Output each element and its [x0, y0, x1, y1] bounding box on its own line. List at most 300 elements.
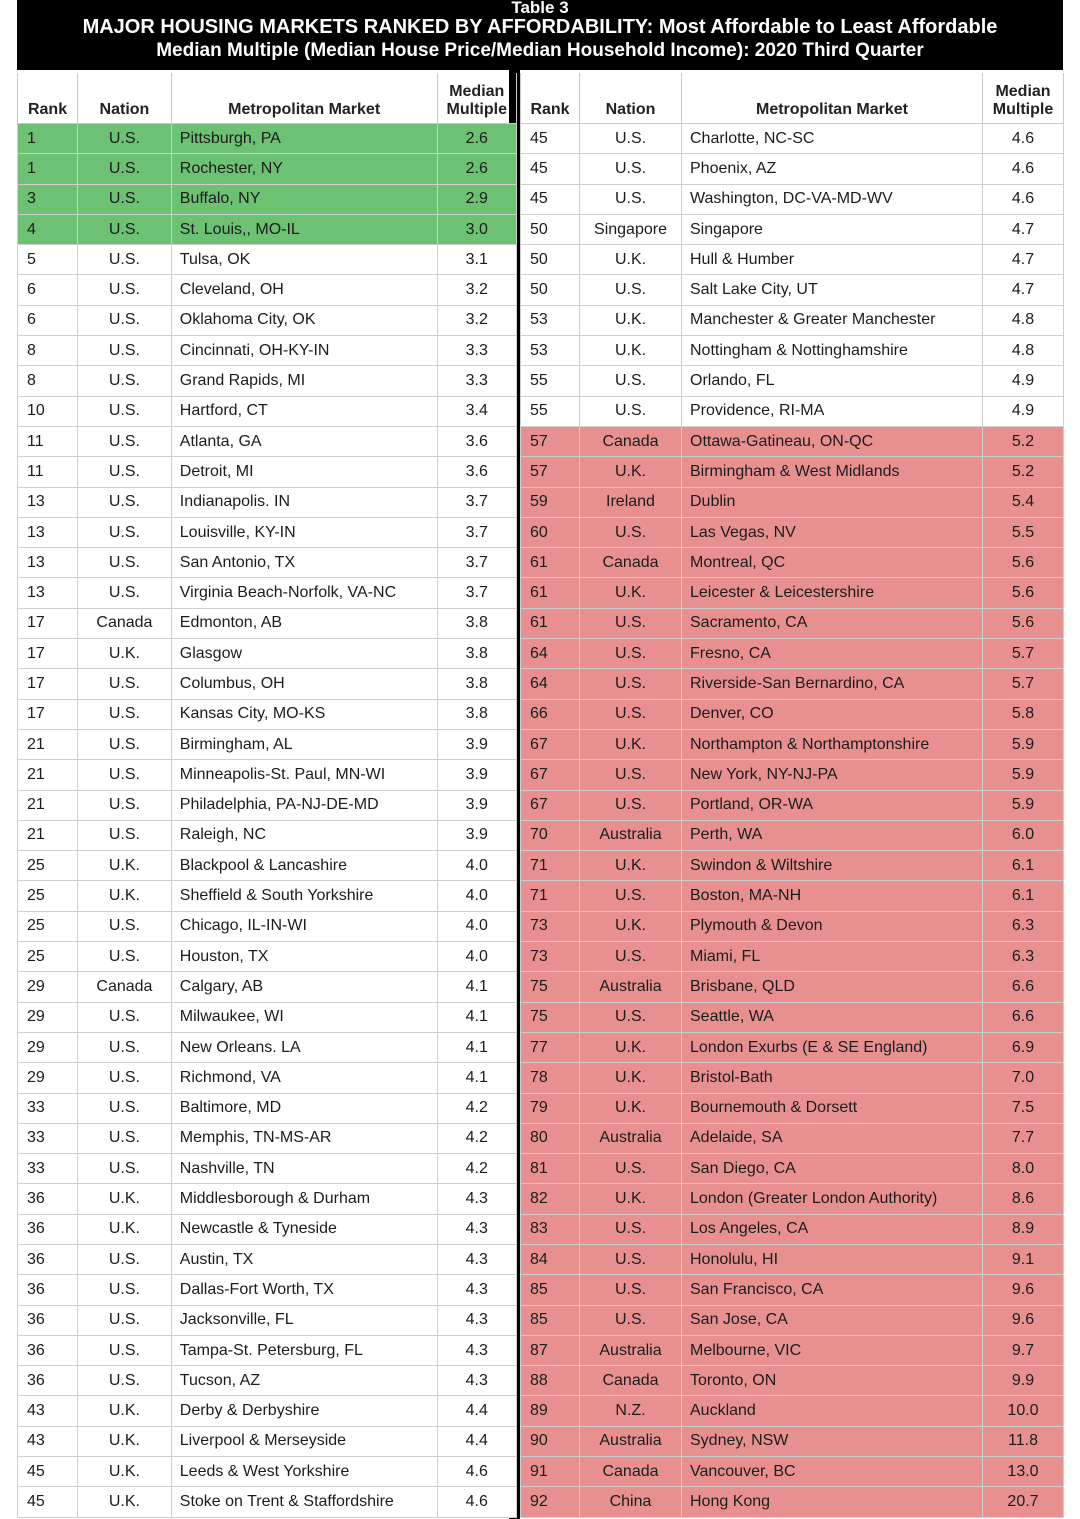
- market-cell: Montreal, QC: [682, 548, 983, 578]
- multiple-cell: 3.6: [437, 426, 516, 456]
- nation-cell: Ireland: [580, 487, 682, 517]
- rank-cell: 29: [18, 1032, 78, 1062]
- rank-cell: 55: [521, 366, 580, 396]
- nation-cell: U.K.: [580, 1093, 682, 1123]
- table-row: [18, 881, 517, 911]
- market-cell: Seattle, WA: [682, 1002, 983, 1032]
- nation-cell: U.S.: [580, 275, 682, 305]
- multiple-cell: 6.9: [983, 1032, 1064, 1062]
- nation-cell: U.S.: [580, 1244, 682, 1274]
- table-row: [521, 184, 1064, 214]
- multiple-cell: 4.7: [983, 275, 1064, 305]
- market-cell: Grand Rapids, MI: [171, 366, 437, 396]
- market-cell: Cincinnati, OH-KY-IN: [171, 336, 437, 366]
- nation-cell: U.S.: [580, 1275, 682, 1305]
- multiple-cell: 3.8: [437, 669, 516, 699]
- rank-cell: 36: [18, 1244, 78, 1274]
- table-row: [18, 305, 517, 335]
- rank-cell: 89: [521, 1396, 580, 1426]
- nation-cell: Canada: [580, 1366, 682, 1396]
- rank-cell: 45: [18, 1487, 78, 1517]
- rank-header: Rank: [521, 73, 580, 124]
- nation-cell: Australia: [580, 1426, 682, 1456]
- rank-cell: 11: [18, 457, 78, 487]
- table-row: [521, 881, 1064, 911]
- nation-cell: U.S.: [78, 1275, 172, 1305]
- market-cell: Honolulu, HI: [682, 1244, 983, 1274]
- table-row: [521, 1487, 1064, 1517]
- nation-cell: U.S.: [78, 942, 172, 972]
- rank-cell: 55: [521, 396, 580, 426]
- multiple-cell: 4.0: [437, 942, 516, 972]
- rank-cell: 83: [521, 1214, 580, 1244]
- right-header-row: [521, 73, 1064, 124]
- rank-cell: 84: [521, 1244, 580, 1274]
- nation-cell: U.S.: [78, 275, 172, 305]
- rank-cell: 36: [18, 1305, 78, 1335]
- table-row: [18, 972, 517, 1002]
- multiple-cell: 3.2: [437, 305, 516, 335]
- market-cell: Hartford, CT: [171, 396, 437, 426]
- multiple-cell: 3.9: [437, 790, 516, 820]
- nation-cell: U.S.: [580, 124, 682, 154]
- nation-cell: U.K.: [580, 729, 682, 759]
- rank-cell: 25: [18, 881, 78, 911]
- table-subtitle: Median Multiple (Median House Price/Median Household Income): 2020 Third Quarter: [156, 40, 924, 61]
- market-cell: Jacksonville, FL: [171, 1305, 437, 1335]
- multiple-cell: 3.8: [437, 639, 516, 669]
- table-row: [18, 426, 517, 456]
- table-row: [18, 1244, 517, 1274]
- nation-cell: U.S.: [78, 669, 172, 699]
- market-cell: Sacramento, CA: [682, 608, 983, 638]
- multiple-cell: 6.0: [983, 820, 1064, 850]
- multiple-cell: 3.8: [437, 608, 516, 638]
- rank-cell: 45: [521, 124, 580, 154]
- market-cell: Hull & Humber: [682, 245, 983, 275]
- multiple-cell: 3.9: [437, 729, 516, 759]
- table-row: [521, 1214, 1064, 1244]
- market-cell: Singapore: [682, 214, 983, 244]
- multiple-cell: 4.8: [983, 305, 1064, 335]
- multiple-cell: 4.2: [437, 1154, 516, 1184]
- market-cell: Baltimore, MD: [171, 1093, 437, 1123]
- nation-cell: U.S.: [78, 1335, 172, 1365]
- nation-cell: U.K.: [78, 1214, 172, 1244]
- table-row: [18, 184, 517, 214]
- market-cell: Fresno, CA: [682, 639, 983, 669]
- nation-cell: U.K.: [580, 336, 682, 366]
- market-cell: Raleigh, NC: [171, 820, 437, 850]
- market-cell: Washington, DC-VA-MD-WV: [682, 184, 983, 214]
- market-cell: Glasgow: [171, 639, 437, 669]
- nation-cell: U.S.: [580, 366, 682, 396]
- multiple-cell: 2.9: [437, 184, 516, 214]
- nation-cell: U.S.: [78, 1002, 172, 1032]
- rank-cell: 67: [521, 729, 580, 759]
- multiple-cell: 4.7: [983, 245, 1064, 275]
- market-cell: Vancouver, BC: [682, 1457, 983, 1487]
- rank-cell: 71: [521, 881, 580, 911]
- rank-cell: 3: [18, 184, 78, 214]
- nation-cell: Canada: [580, 426, 682, 456]
- nation-cell: Canada: [78, 608, 172, 638]
- table-row: [18, 1063, 517, 1093]
- table-row: [521, 426, 1064, 456]
- nation-cell: U.S.: [580, 1305, 682, 1335]
- multiple-cell: 2.6: [437, 124, 516, 154]
- rank-cell: 29: [18, 972, 78, 1002]
- market-cell: Columbus, OH: [171, 669, 437, 699]
- rank-cell: 43: [18, 1426, 78, 1456]
- affordability-table-page: [17, 0, 1063, 1519]
- table-row: [521, 1366, 1064, 1396]
- table-title: MAJOR HOUSING MARKETS RANKED BY AFFORDABILITY: Most Affordable to Least Affordable: [82, 16, 998, 38]
- rank-cell: 82: [521, 1184, 580, 1214]
- multiple-cell: 3.7: [437, 548, 516, 578]
- rank-cell: 75: [521, 1002, 580, 1032]
- multiple-cell: 4.3: [437, 1275, 516, 1305]
- market-cell: Las Vegas, NV: [682, 517, 983, 547]
- rank-cell: 91: [521, 1457, 580, 1487]
- rank-cell: 85: [521, 1305, 580, 1335]
- multiple-cell: 4.9: [983, 366, 1064, 396]
- market-cell: Sheffield & South Yorkshire: [171, 881, 437, 911]
- market-cell: Salt Lake City, UT: [682, 275, 983, 305]
- market-cell: London (Greater London Authority): [682, 1184, 983, 1214]
- table-title-banner: [17, 0, 1063, 70]
- table-row: [18, 366, 517, 396]
- multiple-cell: 4.3: [437, 1366, 516, 1396]
- market-cell: Tucson, AZ: [171, 1366, 437, 1396]
- rank-cell: 36: [18, 1214, 78, 1244]
- rank-cell: 45: [521, 154, 580, 184]
- table-row: [521, 214, 1064, 244]
- nation-cell: U.K.: [580, 1032, 682, 1062]
- nation-cell: U.S.: [78, 760, 172, 790]
- market-cell: Milwaukee, WI: [171, 1002, 437, 1032]
- market-cell: Derby & Derbyshire: [171, 1396, 437, 1426]
- multiple-cell: 5.9: [983, 790, 1064, 820]
- rank-cell: 13: [18, 487, 78, 517]
- table-row: [18, 1214, 517, 1244]
- market-header: Metropolitan Market: [682, 73, 983, 124]
- market-cell: Dallas-Fort Worth, TX: [171, 1275, 437, 1305]
- multiple-cell: 4.9: [983, 396, 1064, 426]
- rank-cell: 11: [18, 426, 78, 456]
- right-ranking-table: [520, 73, 1064, 1518]
- nation-cell: U.S.: [78, 487, 172, 517]
- market-cell: New York, NY-NJ-PA: [682, 760, 983, 790]
- market-cell: Detroit, MI: [171, 457, 437, 487]
- rank-cell: 13: [18, 517, 78, 547]
- table-row: [18, 942, 517, 972]
- multiple-cell: 4.0: [437, 911, 516, 941]
- rank-cell: 33: [18, 1093, 78, 1123]
- table-row: [521, 1457, 1064, 1487]
- market-cell: San Francisco, CA: [682, 1275, 983, 1305]
- nation-cell: U.K.: [580, 578, 682, 608]
- multiple-cell: 10.0: [983, 1396, 1064, 1426]
- market-cell: Phoenix, AZ: [682, 154, 983, 184]
- multiple-cell: 3.1: [437, 245, 516, 275]
- market-cell: Middlesborough & Durham: [171, 1184, 437, 1214]
- right-table-half: [520, 73, 1063, 1518]
- market-cell: Providence, RI-MA: [682, 396, 983, 426]
- rank-cell: 17: [18, 608, 78, 638]
- multiple-cell: 3.6: [437, 457, 516, 487]
- multiple-cell: 5.2: [983, 426, 1064, 456]
- nation-cell: Australia: [580, 1123, 682, 1153]
- market-cell: Brisbane, QLD: [682, 972, 983, 1002]
- table-row: [521, 942, 1064, 972]
- market-cell: Miami, FL: [682, 942, 983, 972]
- market-cell: Edmonton, AB: [171, 608, 437, 638]
- multiple-cell: 4.6: [983, 184, 1064, 214]
- market-cell: Hong Kong: [682, 1487, 983, 1517]
- market-cell: Richmond, VA: [171, 1063, 437, 1093]
- nation-cell: U.S.: [78, 729, 172, 759]
- market-cell: London Exurbs (E & SE England): [682, 1032, 983, 1062]
- market-cell: Kansas City, MO-KS: [171, 699, 437, 729]
- rank-cell: 25: [18, 911, 78, 941]
- market-cell: Auckland: [682, 1396, 983, 1426]
- nation-cell: U.S.: [580, 184, 682, 214]
- multiple-cell: 7.0: [983, 1063, 1064, 1093]
- multiple-cell: 4.4: [437, 1396, 516, 1426]
- left-table-body: [18, 124, 517, 1518]
- market-cell: Plymouth & Devon: [682, 911, 983, 941]
- nation-cell: U.S.: [78, 184, 172, 214]
- nation-cell: U.S.: [78, 548, 172, 578]
- multiple-cell: 4.1: [437, 1063, 516, 1093]
- table-row: [18, 1002, 517, 1032]
- rank-cell: 80: [521, 1123, 580, 1153]
- table-row: [18, 820, 517, 850]
- nation-cell: U.S.: [78, 699, 172, 729]
- nation-cell: U.S.: [580, 881, 682, 911]
- table-row: [18, 517, 517, 547]
- multiple-cell: 9.6: [983, 1275, 1064, 1305]
- multiple-cell: 5.2: [983, 457, 1064, 487]
- market-cell: Austin, TX: [171, 1244, 437, 1274]
- multiple-cell: 4.6: [983, 154, 1064, 184]
- market-cell: Chicago, IL-IN-WI: [171, 911, 437, 941]
- market-cell: Sydney, NSW: [682, 1426, 983, 1456]
- nation-cell: U.K.: [580, 851, 682, 881]
- market-cell: Tulsa, OK: [171, 245, 437, 275]
- market-cell: San Jose, CA: [682, 1305, 983, 1335]
- rank-cell: 36: [18, 1366, 78, 1396]
- nation-cell: U.S.: [78, 820, 172, 850]
- rank-cell: 29: [18, 1002, 78, 1032]
- rank-cell: 87: [521, 1335, 580, 1365]
- nation-cell: Australia: [580, 820, 682, 850]
- table-row: [521, 1244, 1064, 1274]
- nation-cell: U.S.: [78, 578, 172, 608]
- table-row: [18, 1305, 517, 1335]
- table-row: [521, 578, 1064, 608]
- market-cell: Houston, TX: [171, 942, 437, 972]
- table-row: [18, 124, 517, 154]
- market-cell: Cleveland, OH: [171, 275, 437, 305]
- table-row: [521, 1063, 1064, 1093]
- table-row: [521, 1184, 1064, 1214]
- multiple-cell: 3.9: [437, 760, 516, 790]
- rank-cell: 71: [521, 851, 580, 881]
- rank-cell: 64: [521, 669, 580, 699]
- table-row: [521, 457, 1064, 487]
- rank-cell: 67: [521, 760, 580, 790]
- multiple-cell: 13.0: [983, 1457, 1064, 1487]
- market-cell: Virginia Beach-Norfolk, VA-NC: [171, 578, 437, 608]
- table-row: [18, 729, 517, 759]
- market-cell: Philadelphia, PA-NJ-DE-MD: [171, 790, 437, 820]
- nation-cell: Canada: [580, 548, 682, 578]
- table-row: [521, 1396, 1064, 1426]
- market-cell: Portland, OR-WA: [682, 790, 983, 820]
- rank-cell: 21: [18, 790, 78, 820]
- rank-cell: 5: [18, 245, 78, 275]
- multiple-cell: 6.6: [983, 1002, 1064, 1032]
- rank-cell: 1: [18, 154, 78, 184]
- multiple-cell: 6.1: [983, 881, 1064, 911]
- multiple-cell: 3.7: [437, 487, 516, 517]
- market-cell: Oklahoma City, OK: [171, 305, 437, 335]
- rank-cell: 50: [521, 214, 580, 244]
- left-ranking-table: [17, 73, 517, 1518]
- multiple-cell: 5.9: [983, 760, 1064, 790]
- multiple-cell: 4.3: [437, 1335, 516, 1365]
- multiple-cell: 3.7: [437, 517, 516, 547]
- rank-cell: 10: [18, 396, 78, 426]
- table-row: [18, 578, 517, 608]
- table-row: [521, 1426, 1064, 1456]
- nation-cell: U.S.: [580, 396, 682, 426]
- rank-cell: 29: [18, 1063, 78, 1093]
- multiple-header: Median Multiple: [437, 73, 516, 124]
- multiple-cell: 3.8: [437, 699, 516, 729]
- market-cell: Minneapolis-St. Paul, MN-WI: [171, 760, 437, 790]
- table-row: [521, 245, 1064, 275]
- nation-cell: U.S.: [78, 1305, 172, 1335]
- multiple-cell: 6.1: [983, 851, 1064, 881]
- multiple-cell: 8.9: [983, 1214, 1064, 1244]
- table-row: [521, 548, 1064, 578]
- market-cell: Leicester & Leicestershire: [682, 578, 983, 608]
- market-cell: Rochester, NY: [171, 154, 437, 184]
- multiple-cell: 4.4: [437, 1426, 516, 1456]
- rank-cell: 67: [521, 790, 580, 820]
- market-cell: Los Angeles, CA: [682, 1214, 983, 1244]
- nation-cell: Canada: [78, 972, 172, 1002]
- market-cell: Leeds & West Yorkshire: [171, 1457, 437, 1487]
- market-cell: Northampton & Northamptonshire: [682, 729, 983, 759]
- rank-cell: 60: [521, 517, 580, 547]
- rank-cell: 61: [521, 548, 580, 578]
- table-row: [18, 1487, 517, 1517]
- multiple-cell: 4.1: [437, 1002, 516, 1032]
- rank-cell: 6: [18, 305, 78, 335]
- multiple-cell: 3.3: [437, 336, 516, 366]
- rank-cell: 21: [18, 729, 78, 759]
- rank-cell: 25: [18, 942, 78, 972]
- multiple-cell: 20.7: [983, 1487, 1064, 1517]
- nation-cell: U.S.: [580, 608, 682, 638]
- nation-cell: U.K.: [580, 1184, 682, 1214]
- nation-cell: U.S.: [580, 760, 682, 790]
- market-cell: Dublin: [682, 487, 983, 517]
- market-cell: Perth, WA: [682, 820, 983, 850]
- market-cell: Liverpool & Merseyside: [171, 1426, 437, 1456]
- right-table-body: [521, 124, 1064, 1518]
- nation-cell: Australia: [580, 1335, 682, 1365]
- nation-cell: U.S.: [78, 245, 172, 275]
- market-cell: St. Louis,, MO-IL: [171, 214, 437, 244]
- market-cell: Swindon & Wiltshire: [682, 851, 983, 881]
- nation-cell: U.K.: [78, 639, 172, 669]
- rank-cell: 36: [18, 1335, 78, 1365]
- nation-cell: U.K.: [78, 1487, 172, 1517]
- market-cell: Ottawa-Gatineau, ON-QC: [682, 426, 983, 456]
- nation-cell: U.S.: [78, 305, 172, 335]
- multiple-cell: 5.7: [983, 639, 1064, 669]
- nation-cell: U.S.: [78, 517, 172, 547]
- market-cell: Nashville, TN: [171, 1154, 437, 1184]
- nation-cell: U.S.: [580, 154, 682, 184]
- multiple-cell: 4.3: [437, 1214, 516, 1244]
- nation-cell: U.K.: [78, 1396, 172, 1426]
- rank-cell: 33: [18, 1154, 78, 1184]
- rank-cell: 36: [18, 1275, 78, 1305]
- table-row: [521, 517, 1064, 547]
- multiple-cell: 5.9: [983, 729, 1064, 759]
- table-row: [521, 669, 1064, 699]
- multiple-cell: 3.9: [437, 820, 516, 850]
- multiple-header: Median Multiple: [983, 73, 1064, 124]
- multiple-cell: 4.1: [437, 972, 516, 1002]
- market-cell: Newcastle & Tyneside: [171, 1214, 437, 1244]
- table-row: [521, 608, 1064, 638]
- table-row: [18, 396, 517, 426]
- multiple-cell: 9.9: [983, 1366, 1064, 1396]
- nation-cell: U.S.: [580, 942, 682, 972]
- nation-cell: U.S.: [78, 1093, 172, 1123]
- multiple-cell: 11.8: [983, 1426, 1064, 1456]
- table-row: [521, 820, 1064, 850]
- nation-cell: U.S.: [78, 426, 172, 456]
- rank-cell: 85: [521, 1275, 580, 1305]
- nation-cell: U.S.: [580, 699, 682, 729]
- nation-cell: U.S.: [78, 911, 172, 941]
- rank-cell: 25: [18, 851, 78, 881]
- rank-cell: 73: [521, 911, 580, 941]
- rank-cell: 61: [521, 578, 580, 608]
- nation-cell: U.S.: [78, 214, 172, 244]
- table-row: [18, 1093, 517, 1123]
- nation-cell: N.Z.: [580, 1396, 682, 1426]
- multiple-cell: 4.2: [437, 1123, 516, 1153]
- market-cell: Denver, CO: [682, 699, 983, 729]
- nation-header: Nation: [78, 73, 172, 124]
- multiple-cell: 4.0: [437, 881, 516, 911]
- rank-cell: 70: [521, 820, 580, 850]
- nation-cell: U.K.: [78, 1184, 172, 1214]
- multiple-cell: 4.3: [437, 1305, 516, 1335]
- multiple-cell: 4.6: [437, 1457, 516, 1487]
- market-cell: Nottingham & Nottinghamshire: [682, 336, 983, 366]
- multiple-cell: 3.7: [437, 578, 516, 608]
